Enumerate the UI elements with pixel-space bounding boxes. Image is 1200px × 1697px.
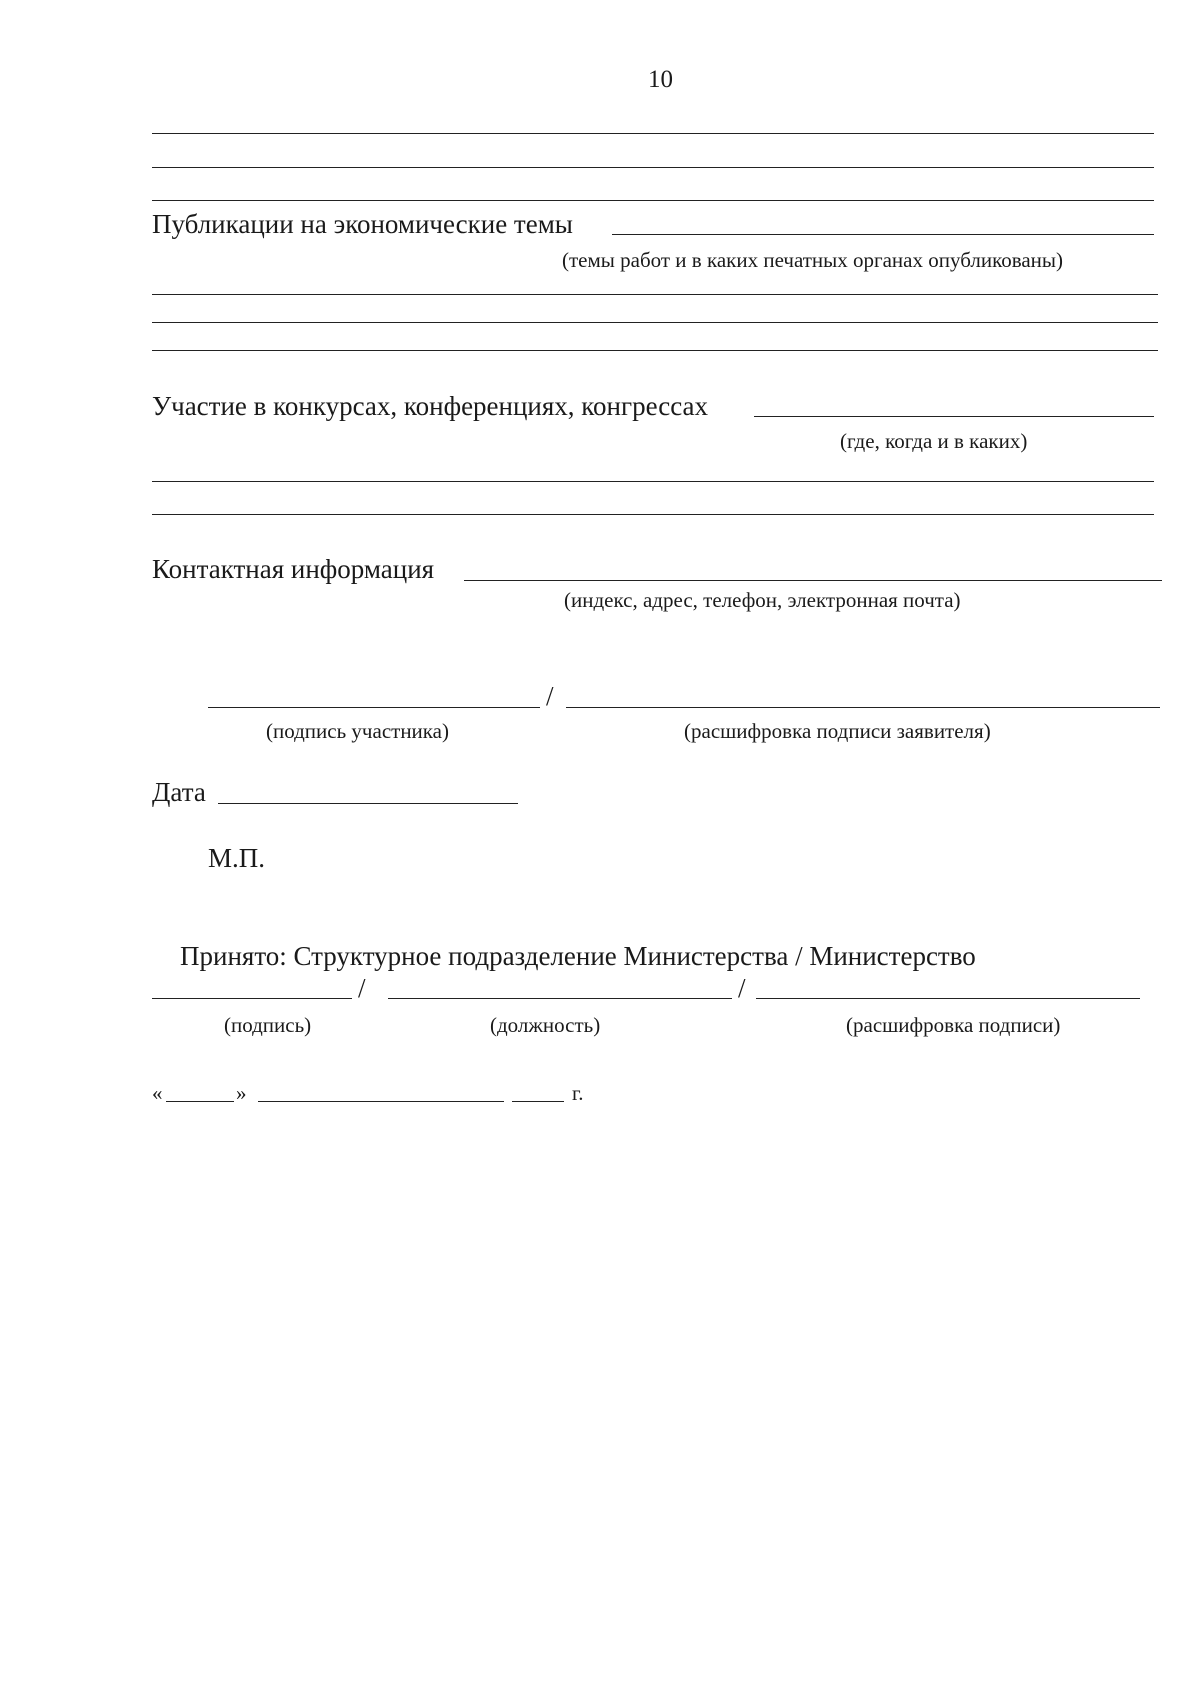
answer-line[interactable] xyxy=(152,200,1154,201)
page-number: 10 xyxy=(648,66,673,93)
answer-line[interactable] xyxy=(152,167,1154,168)
contacts-field[interactable] xyxy=(464,580,1162,581)
footer-year-suffix: г. xyxy=(572,1081,584,1105)
accepted-position-hint: (должность) xyxy=(490,1013,601,1037)
participation-line[interactable] xyxy=(152,481,1154,482)
participant-signature-hint: (подпись участника) xyxy=(266,719,449,743)
footer-year-field[interactable] xyxy=(512,1101,564,1102)
participant-signature-field[interactable] xyxy=(208,707,540,708)
contacts-label: Контактная информация xyxy=(152,554,435,584)
publications-line[interactable] xyxy=(152,322,1158,323)
footer-month-field[interactable] xyxy=(258,1101,504,1102)
signature-decoding-field[interactable] xyxy=(566,707,1160,708)
accepted-signature-hint: (подпись) xyxy=(224,1013,312,1037)
date-field[interactable] xyxy=(218,803,518,804)
footer-day-field[interactable] xyxy=(166,1101,234,1102)
publications-label: Публикации на экономические темы xyxy=(152,209,573,239)
publications-hint: (темы работ и в каких печатных органах опубликованы) xyxy=(562,248,1064,272)
publications-line[interactable] xyxy=(152,350,1158,351)
answer-line[interactable] xyxy=(152,133,1154,134)
accepted-separator-2: / xyxy=(738,973,746,1003)
accepted-position-field[interactable] xyxy=(388,998,732,999)
participation-field[interactable] xyxy=(754,416,1154,417)
participation-label: Участие в конкурсах, конференциях, конгрессах xyxy=(152,391,709,421)
publications-line[interactable] xyxy=(152,294,1158,295)
date-label: Дата xyxy=(152,777,206,807)
accepted-decoding-field[interactable] xyxy=(756,998,1140,999)
participation-line[interactable] xyxy=(152,514,1154,515)
signature-decoding-hint: (расшифровка подписи заявителя) xyxy=(684,719,991,743)
stamp-place: М.П. xyxy=(208,843,266,873)
accepted-decoding-hint: (расшифровка подписи) xyxy=(846,1013,1061,1037)
accepted-label: Принято: Структурное подразделение Министерства / Министерство xyxy=(180,941,976,971)
publications-field[interactable] xyxy=(612,234,1154,235)
accepted-signature-field[interactable] xyxy=(152,998,352,999)
footer-open-quote: « xyxy=(152,1081,163,1105)
signature-separator: / xyxy=(546,681,554,711)
participation-hint: (где, когда и в каких) xyxy=(840,429,1028,453)
footer-close-quote: » xyxy=(236,1081,247,1105)
contacts-hint: (индекс, адрес, телефон, электронная почта) xyxy=(564,588,961,612)
accepted-separator-1: / xyxy=(358,973,366,1003)
